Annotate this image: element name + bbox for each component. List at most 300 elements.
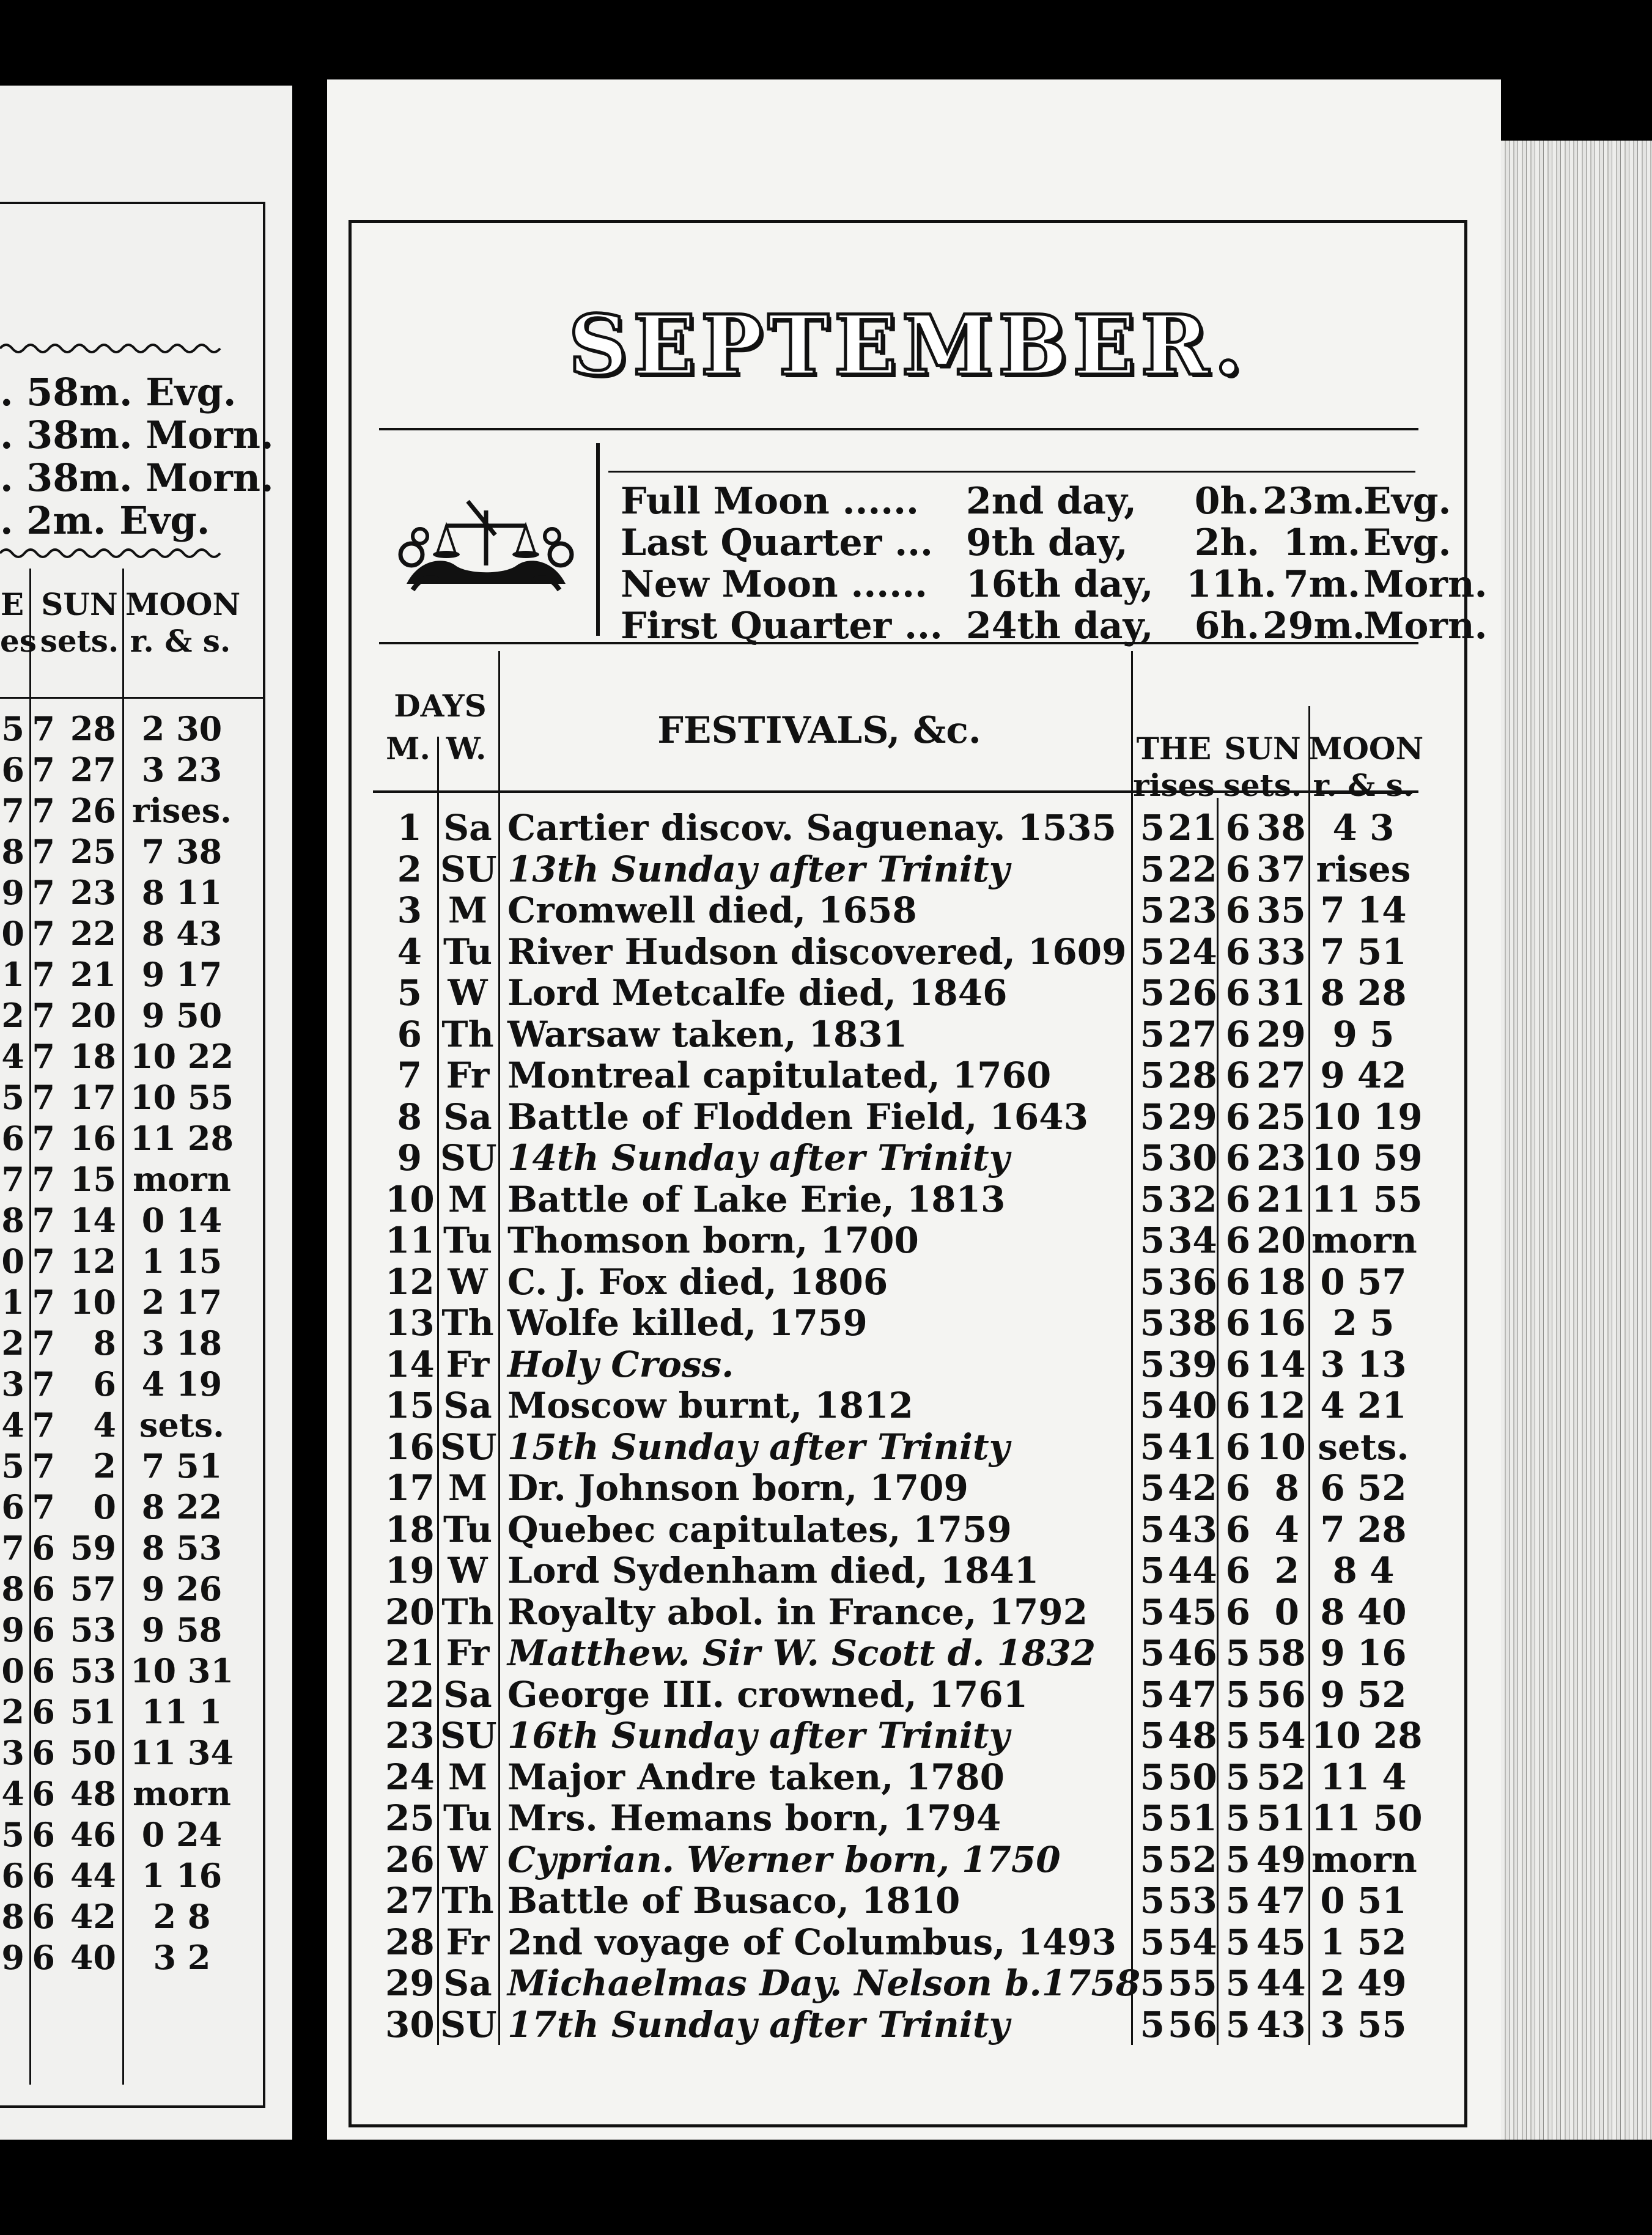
wavy-rule-bottom: [0, 544, 226, 562]
prev-set-hour: 6: [32, 1897, 55, 1936]
festival-text: Cromwell died, 1658: [507, 889, 917, 931]
prev-rise-minute: 4: [1, 1405, 24, 1445]
prev-table-row: [0, 1692, 263, 1732]
sunset-hour: 6: [1225, 972, 1250, 1014]
day-of-month: 6: [397, 1013, 422, 1055]
sunset-minute: 23: [1256, 1137, 1306, 1179]
sunset-minute: 56: [1256, 1673, 1306, 1715]
prev-set-minute: 23: [70, 873, 116, 912]
prev-table-row: [0, 1651, 263, 1692]
sunrise-hour: 5: [1140, 1055, 1165, 1096]
sunrise-minute: 56: [1168, 2003, 1217, 2045]
phase-top-rule: [608, 471, 1415, 473]
calendar-row: [352, 1550, 1452, 1591]
calendar-row: [352, 1385, 1452, 1426]
prev-rise-minute: 2: [1, 996, 24, 1035]
day-of-month: 29: [385, 1962, 435, 2004]
phase-min: 7m.: [1283, 563, 1360, 606]
prev-moon: 11 34: [130, 1733, 234, 1772]
festival-text: Warsaw taken, 1831: [507, 1013, 908, 1055]
sunset-minute: 2: [1274, 1550, 1299, 1591]
phase-period: Morn.: [1363, 605, 1488, 647]
sunset-minute: 37: [1256, 848, 1306, 890]
calendar-row: [352, 1302, 1452, 1343]
moon-rise-set: 10 28: [1311, 1715, 1423, 1756]
header-moon: MOON: [1308, 731, 1424, 767]
prev-set-minute: 28: [70, 709, 116, 748]
festival-text: Battle of Busaco, 1810: [507, 1880, 961, 1921]
day-of-week: M: [448, 1756, 488, 1798]
day-of-week: Tu: [443, 1220, 492, 1261]
festival-text: Montreal capitulated, 1760: [507, 1055, 1052, 1096]
sunset-minute: 14: [1256, 1343, 1306, 1385]
calendar-row: [352, 1055, 1452, 1095]
prev-table-row: [0, 1405, 263, 1446]
phase-name: Full Moon ......: [621, 480, 919, 523]
day-of-month: 30: [385, 2003, 435, 2045]
sunrise-hour: 5: [1140, 1220, 1165, 1261]
prev-table-row: [0, 1037, 263, 1077]
prev-set-minute: 0: [93, 1487, 116, 1526]
prev-table-row: [0, 914, 263, 954]
sunset-minute: 52: [1256, 1756, 1306, 1798]
prev-set-hour: 7: [32, 955, 55, 994]
sunrise-hour: 5: [1140, 930, 1165, 973]
header-festivals: FESTIVALS, &c.: [657, 709, 981, 752]
prev-rise-minute: 9: [1, 1610, 24, 1649]
sunrise-hour: 5: [1140, 1343, 1165, 1385]
prev-phase-3: . 38m. Morn.: [0, 455, 274, 500]
phase-hour: 2h.: [1194, 521, 1259, 564]
day-of-week: Sa: [443, 1962, 492, 2004]
festival-text: C. J. Fox died, 1806: [507, 1261, 888, 1303]
sunset-hour: 5: [1225, 2003, 1250, 2045]
sunrise-hour: 5: [1140, 1137, 1165, 1179]
prev-set-minute: 53: [70, 1651, 116, 1690]
prev-rise-minute: 0: [1, 1242, 24, 1281]
day-of-month: 18: [385, 1508, 435, 1550]
prev-table-row: [0, 1364, 263, 1405]
day-of-month: 19: [385, 1550, 435, 1591]
moon-phase-row: [621, 605, 1488, 647]
prev-moon: 3 23: [141, 750, 223, 789]
day-of-week: SU: [440, 2003, 497, 2045]
calendar-row: [352, 1591, 1452, 1632]
prev-table-row: [0, 1528, 263, 1569]
prev-rise-minute: 0: [1, 1651, 24, 1690]
sunset-hour: 5: [1225, 1673, 1250, 1715]
prev-set-hour: 7: [32, 1446, 55, 1486]
sunset-minute: 12: [1256, 1385, 1306, 1426]
header-rule: [373, 790, 1418, 793]
calendar-row: [352, 1674, 1452, 1715]
sunrise-minute: 22: [1168, 848, 1217, 890]
calendar-row: [352, 1839, 1452, 1880]
day-of-week: Th: [441, 1013, 494, 1055]
prev-moon: morn: [133, 1160, 231, 1199]
day-of-month: 11: [385, 1220, 435, 1261]
phase-day: 9th day,: [966, 521, 1128, 564]
sunset-hour: 6: [1225, 1220, 1250, 1261]
moon-rise-set: 7 14: [1320, 889, 1407, 931]
prev-set-hour: 7: [32, 1201, 55, 1240]
sunrise-minute: 43: [1168, 1508, 1217, 1550]
moon-rise-set: 9 16: [1320, 1632, 1407, 1674]
sunset-minute: 45: [1256, 1921, 1306, 1963]
moon-rise-set: 8 28: [1320, 972, 1407, 1014]
sunrise-hour: 5: [1140, 1385, 1165, 1426]
sunrise-hour: 5: [1140, 2003, 1165, 2045]
moon-rise-set: 8 4: [1332, 1550, 1395, 1591]
day-of-month: 4: [397, 930, 422, 973]
calendar-row: [352, 1261, 1452, 1302]
sunrise-hour: 5: [1140, 1838, 1165, 1880]
sunrise-hour: 5: [1140, 889, 1165, 931]
prev-moon: 3 18: [141, 1324, 223, 1363]
prev-set-hour: 7: [32, 1324, 55, 1363]
prev-moon: 8 43: [141, 914, 223, 953]
sunrise-minute: 27: [1168, 1013, 1217, 1055]
calendar-row: [352, 1344, 1452, 1385]
prev-table-row: [0, 1201, 263, 1241]
prev-table-row: [0, 1324, 263, 1364]
sunrise-hour: 5: [1140, 1550, 1165, 1591]
prev-table-row: [0, 791, 263, 831]
moon-rise-set: morn: [1311, 1838, 1417, 1880]
moon-rise-set: 0 51: [1320, 1880, 1407, 1921]
prev-rise-minute: 6: [1, 750, 24, 789]
moon-rise-set: 10 59: [1311, 1137, 1423, 1179]
festival-text: Lord Metcalfe died, 1846: [507, 972, 1008, 1014]
moon-phase-row: [621, 563, 1488, 606]
prev-rise-minute: 2: [1, 1692, 24, 1731]
day-of-month: 8: [397, 1095, 422, 1138]
day-of-month: 25: [385, 1797, 435, 1839]
calendar-row: [352, 1756, 1452, 1797]
sunrise-minute: 24: [1168, 930, 1217, 973]
festival-text: 13th Sunday after Trinity: [507, 848, 1010, 890]
prev-rise-minute: 7: [1, 1160, 24, 1199]
prev-moon: sets.: [139, 1405, 224, 1445]
day-of-week: SU: [440, 1137, 497, 1179]
sunrise-minute: 53: [1168, 1880, 1217, 1921]
sunset-hour: 6: [1225, 930, 1250, 973]
sunset-minute: 10: [1256, 1426, 1306, 1468]
phase-bottom-rule: [379, 642, 1418, 644]
sunset-minute: 21: [1256, 1178, 1306, 1220]
festival-text: Michaelmas Day. Nelson b.1758: [507, 1962, 1141, 2004]
prev-table-row: [0, 1897, 263, 1937]
sunrise-hour: 5: [1140, 1715, 1165, 1756]
prev-moon: 9 26: [141, 1569, 223, 1608]
phase-day: 24th day,: [966, 605, 1154, 647]
sunrise-hour: 5: [1140, 1921, 1165, 1963]
day-of-month: 13: [385, 1302, 435, 1344]
day-of-month: 10: [385, 1178, 435, 1220]
sunrise-hour: 5: [1140, 1632, 1165, 1674]
sunrise-minute: 38: [1168, 1302, 1217, 1344]
sunrise-hour: 5: [1140, 1508, 1165, 1550]
prev-table-row: [0, 955, 263, 995]
sunrise-minute: 36: [1168, 1261, 1217, 1303]
calendar-row: [352, 1797, 1452, 1838]
title-rule: [379, 428, 1418, 430]
day-of-month: 5: [397, 972, 422, 1014]
sunset-hour: 6: [1225, 1302, 1250, 1344]
prev-set-hour: 7: [32, 750, 55, 789]
prev-set-hour: 7: [32, 709, 55, 748]
wavy-rule-top: [0, 339, 226, 358]
sunset-hour: 5: [1225, 1838, 1250, 1880]
sunset-hour: 5: [1225, 1962, 1250, 2004]
day-of-week: M: [448, 889, 488, 931]
sunrise-minute: 51: [1168, 1797, 1217, 1839]
libra-scales-icon: [394, 498, 578, 602]
moon-rise-set: 10 19: [1311, 1095, 1423, 1138]
header-rises: rises: [1133, 767, 1215, 803]
prev-moon: 2 8: [153, 1897, 211, 1936]
prev-set-minute: 51: [70, 1692, 116, 1731]
prev-table-row: [0, 1078, 263, 1118]
sunrise-hour: 5: [1140, 1880, 1165, 1921]
calendar-row: [352, 849, 1452, 889]
prev-moon: 10 31: [130, 1651, 234, 1690]
phase-name: New Moon ......: [621, 563, 927, 606]
sunset-minute: 38: [1256, 807, 1306, 849]
prev-rise-minute: 0: [1, 914, 24, 953]
prev-table-row: [0, 1119, 263, 1159]
phase-name: Last Quarter ...: [621, 521, 933, 564]
prev-set-minute: 14: [70, 1201, 116, 1240]
festival-text: 15th Sunday after Trinity: [507, 1426, 1010, 1468]
prev-set-minute: 44: [70, 1856, 116, 1895]
prev-set-minute: 59: [70, 1528, 116, 1567]
day-of-week: Th: [441, 1302, 494, 1344]
moon-rise-set: 8 40: [1320, 1591, 1407, 1633]
prev-set-hour: 7: [32, 873, 55, 912]
prev-rise-minute: 8: [1, 832, 24, 871]
calendar-row: [352, 1921, 1452, 1962]
day-of-week: Sa: [443, 1385, 492, 1426]
prev-moon: 8 11: [141, 873, 223, 912]
sunset-hour: 5: [1225, 1880, 1250, 1921]
header-days: DAYS: [394, 688, 487, 724]
sunrise-minute: 46: [1168, 1632, 1217, 1674]
month-title: SEPTEMBER.: [568, 296, 1248, 394]
prev-set-minute: 17: [70, 1078, 116, 1117]
phase-period: Morn.: [1363, 563, 1488, 606]
moon-rise-set: 9 42: [1320, 1055, 1407, 1096]
phase-name: First Quarter ...: [621, 605, 943, 647]
sunset-minute: 54: [1256, 1715, 1306, 1756]
day-of-week: Fr: [446, 1632, 490, 1674]
prev-rise-minute: 7: [1, 1528, 24, 1567]
sunrise-hour: 5: [1140, 1095, 1165, 1138]
sunrise-hour: 5: [1140, 1591, 1165, 1633]
moon-rise-set: 9 52: [1320, 1673, 1407, 1715]
day-of-week: M: [448, 1467, 488, 1509]
prev-moon: 1 15: [141, 1242, 223, 1281]
prev-rise-minute: 4: [1, 1774, 24, 1813]
prev-moon: 1 16: [141, 1856, 223, 1895]
moon-rise-set: 2 5: [1332, 1302, 1395, 1344]
sunrise-minute: 48: [1168, 1715, 1217, 1756]
prev-phase-1: . 58m. Evg.: [0, 370, 237, 414]
day-of-month: 15: [385, 1385, 435, 1426]
prev-set-minute: 6: [93, 1364, 116, 1404]
prev-set-hour: 7: [32, 1364, 55, 1404]
calendar-row: [352, 931, 1452, 972]
prev-set-minute: 42: [70, 1897, 116, 1936]
prev-set-hour: 6: [32, 1815, 55, 1854]
prev-set-minute: 22: [70, 914, 116, 953]
phase-day: 16th day,: [966, 563, 1154, 606]
sunset-hour: 6: [1225, 848, 1250, 890]
prev-table-row: [0, 1733, 263, 1773]
phase-period: Evg.: [1363, 480, 1451, 523]
prev-rise-minute: 9: [1, 873, 24, 912]
sunset-hour: 6: [1225, 1137, 1250, 1179]
prev-set-minute: 15: [70, 1160, 116, 1199]
prev-set-minute: 8: [93, 1324, 116, 1363]
sunset-minute: 58: [1256, 1632, 1306, 1674]
festival-text: Dr. Johnson born, 1709: [507, 1467, 968, 1509]
sunrise-minute: 28: [1168, 1055, 1217, 1096]
phase-period: Evg.: [1363, 521, 1451, 564]
day-of-month: 27: [385, 1880, 435, 1921]
prev-moon: 9 17: [141, 955, 223, 994]
prev-rise-minute: 1: [1, 1283, 24, 1322]
moon-rise-set: 9 5: [1332, 1013, 1395, 1055]
prev-set-minute: 21: [70, 955, 116, 994]
sunset-hour: 5: [1225, 1715, 1250, 1756]
prev-set-hour: 7: [32, 1405, 55, 1445]
sunset-minute: 33: [1256, 930, 1306, 973]
prev-set-hour: 7: [32, 1037, 55, 1076]
moon-rise-set: 7 28: [1320, 1508, 1407, 1550]
sunrise-hour: 5: [1140, 848, 1165, 890]
sunset-hour: 5: [1225, 1921, 1250, 1963]
sunrise-minute: 32: [1168, 1178, 1217, 1220]
calendar-row: [352, 1509, 1452, 1550]
header-w: W.: [446, 731, 487, 767]
festival-text: Cartier discov. Saguenay. 1535: [507, 807, 1116, 849]
prev-table-row: [0, 873, 263, 913]
sunrise-minute: 34: [1168, 1220, 1217, 1261]
prev-set-hour: 7: [32, 832, 55, 871]
moon-rise-set: 6 52: [1320, 1467, 1407, 1509]
calendar-row: [352, 1962, 1452, 2003]
prev-set-hour: 7: [32, 914, 55, 953]
festival-text: 14th Sunday after Trinity: [507, 1137, 1010, 1179]
sunrise-hour: 5: [1140, 1261, 1165, 1303]
day-of-month: 26: [385, 1838, 435, 1880]
header-moon-sub: r. & s.: [1313, 767, 1414, 803]
prev-table-row: [0, 1610, 263, 1651]
prev-set-minute: 10: [70, 1283, 116, 1322]
prev-rise-minute: 3: [1, 1733, 24, 1772]
prev-rise-minute: 3: [1, 1364, 24, 1404]
prev-rise-minute: 8: [1, 1897, 24, 1936]
festival-text: Moscow burnt, 1812: [507, 1385, 913, 1426]
prev-moon: morn: [133, 1774, 231, 1813]
day-of-week: W: [448, 972, 488, 1014]
prev-set-hour: 7: [32, 1119, 55, 1158]
calendar-row: [352, 1220, 1452, 1261]
prev-set-hour: 6: [32, 1692, 55, 1731]
sunrise-hour: 5: [1140, 1962, 1165, 2004]
moon-phase-row: [621, 480, 1451, 523]
header-sun: SUN: [1224, 731, 1301, 767]
moon-rise-set: 11 55: [1311, 1178, 1423, 1220]
phase-min: 1m.: [1283, 521, 1360, 564]
moon-rise-set: 11 4: [1320, 1756, 1407, 1798]
prev-rise-minute: 8: [1, 1569, 24, 1608]
sunset-hour: 6: [1225, 807, 1250, 849]
day-of-month: 23: [385, 1715, 435, 1756]
sunset-minute: 29: [1256, 1013, 1306, 1055]
prev-moon: 9 50: [141, 996, 223, 1035]
sunrise-hour: 5: [1140, 1673, 1165, 1715]
sunrise-hour: 5: [1140, 807, 1165, 849]
prev-phase-4: . 2m. Evg.: [0, 498, 210, 543]
sunrise-minute: 55: [1168, 1962, 1217, 2004]
sunset-hour: 5: [1225, 1632, 1250, 1674]
prev-set-minute: 26: [70, 791, 116, 830]
sunset-minute: 25: [1256, 1095, 1306, 1138]
day-of-week: M: [448, 1178, 488, 1220]
prev-table-row: [0, 1160, 263, 1200]
prev-set-minute: 12: [70, 1242, 116, 1281]
sunset-minute: 51: [1256, 1797, 1306, 1839]
sunset-hour: 5: [1225, 1797, 1250, 1839]
prev-set-hour: 6: [32, 1938, 55, 1977]
day-of-week: Fr: [446, 1343, 490, 1385]
prev-set-hour: 6: [32, 1528, 55, 1567]
moon-phase-row: [621, 521, 1451, 564]
sunset-hour: 6: [1225, 1261, 1250, 1303]
sunrise-minute: 42: [1168, 1467, 1217, 1509]
prev-set-hour: 7: [32, 1078, 55, 1117]
prev-table-row: [0, 996, 263, 1036]
calendar-row: [352, 1179, 1452, 1220]
prev-rise-minute: 5: [1, 1078, 24, 1117]
festival-text: Matthew. Sir W. Scott d. 1832: [507, 1632, 1096, 1674]
prev-set-hour: 7: [32, 1283, 55, 1322]
moon-rise-set: 0 57: [1320, 1261, 1407, 1303]
moon-header-rule: [1321, 792, 1412, 794]
sunrise-minute: 26: [1168, 972, 1217, 1014]
prev-set-hour: 6: [32, 1774, 55, 1813]
header-sets: sets.: [1223, 767, 1302, 803]
sunset-hour: 6: [1225, 1343, 1250, 1385]
prev-header-moon-sub: r. & s.: [130, 623, 231, 659]
prev-set-minute: 25: [70, 832, 116, 871]
page-frame: [348, 220, 1488, 2127]
prev-table-row: [0, 1774, 263, 1814]
day-of-month: 1: [397, 807, 422, 849]
phase-separator: [596, 443, 600, 636]
moon-rise-set: 1 52: [1320, 1921, 1407, 1963]
day-of-week: SU: [440, 1715, 497, 1756]
sunrise-minute: 29: [1168, 1095, 1217, 1138]
phase-hour: 6h.: [1194, 605, 1259, 647]
sunrise-hour: 5: [1140, 1756, 1165, 1798]
sunset-hour: 6: [1225, 1508, 1250, 1550]
calendar-row: [352, 1715, 1452, 1756]
prev-header-rule: [0, 697, 263, 699]
calendar-row: [352, 889, 1452, 930]
